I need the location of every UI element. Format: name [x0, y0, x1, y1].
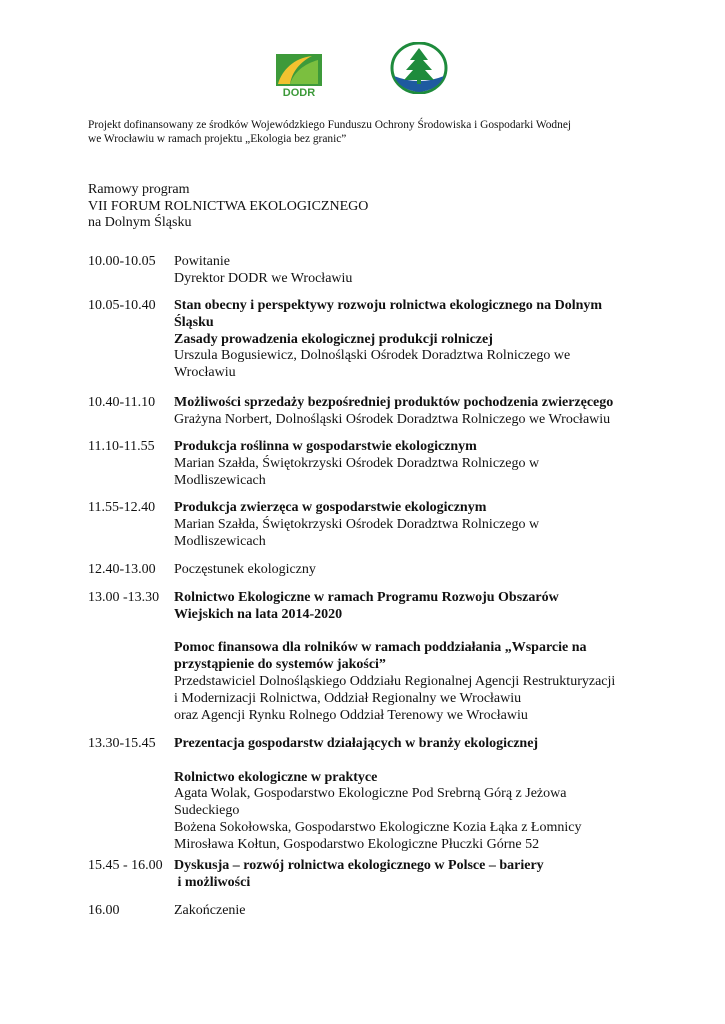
program-line: Agata Wolak, Gospodarstwo Ekologiczne Pod Srebrną Górą z Jeżowa [174, 786, 567, 802]
program-time: 16.00 [88, 903, 120, 918]
program-subtitle: Pomoc finansowa dla rolników w ramach poddziałania „Wsparcie na [174, 640, 587, 656]
program-line: Urszula Bogusiewicz, Dolnośląski Ośrodek Doradztwa Rolniczego we [174, 348, 571, 364]
program-line: Poczęstunek ekologiczny [174, 562, 316, 577]
dodr-logo-text: DODR [282, 87, 316, 99]
program-line: Wrocławiu [174, 365, 236, 381]
program-line: Zakończenie [174, 903, 246, 918]
program-time: 11.10-11.55 [88, 439, 155, 454]
program-title: Stan obecny i perspektywy rozwoju rolnictwa ekologicznego na Dolnym [174, 298, 603, 313]
program-line: Dyrektor DODR we Wrocławiu [174, 270, 353, 286]
program-line: Modliszewicach [174, 533, 266, 549]
program-time: 13.30-15.45 [88, 736, 156, 751]
program-line: Przedstawiciel Dolnośląskiego Oddziału Regionalnej Agencji Restrukturyzacji [174, 673, 616, 689]
program-heading [88, 182, 368, 232]
program-title: Produkcja roślinna w gospodarstwie ekologicznym [174, 439, 477, 454]
program-title: Produkcja zwierzęca w gospodarstwie ekologicznym [174, 500, 487, 515]
program-line: Mirosława Kołtun, Gospodarstwo Ekologiczne Płuczki Górne 52 [174, 836, 540, 852]
program-title: Rolnictwo Ekologiczne w ramach Programu Rozwoju Obszarów [174, 590, 559, 605]
program-line: Grażyna Norbert, Dolnośląski Ośrodek Doradztwa Rolniczego we Wrocławiu [174, 411, 611, 427]
program-line: Marian Szałda, Świętokrzyski Ośrodek Doradztwa Rolniczego w [174, 516, 540, 532]
heading-line1: Ramowy program [88, 182, 190, 197]
heading-line3: na Dolnym Śląsku [88, 215, 192, 230]
heading-line2: VII FORUM ROLNICTWA EKOLOGICZNEGO [88, 198, 369, 214]
program-line: i Modernizacji Rolnictwa, Oddział Regionalny we Wrocławiu [174, 690, 522, 706]
program-subtitle: przystąpienie do systemów jakości” [174, 657, 386, 673]
program-line: oraz Agencji Rynku Rolnego Oddział Terenowy we Wrocławiu [174, 707, 528, 723]
program-title: Prezentacja gospodarstw działających w branży ekologicznej [174, 736, 539, 751]
program-time: 13.00 -13.30 [88, 590, 160, 605]
program-time: 12.40-13.00 [88, 562, 156, 577]
funding-note-line2: we Wrocławiu w ramach projektu „Ekologia bez granic” [88, 133, 347, 145]
program-line: Bożena Sokołowska, Gospodarstwo Ekologiczne Kozia Łąka z Łomnicy [174, 819, 582, 835]
program-time: 15.45 - 16.00 [88, 858, 163, 873]
program-line: Marian Szałda, Świętokrzyski Ośrodek Doradztwa Rolniczego w [174, 455, 540, 471]
program-title: Dyskusja – rozwój rolnictwa ekologicznego w Polsce – bariery [174, 858, 544, 873]
program-subtitle: Rolnictwo ekologiczne w praktyce [174, 769, 378, 785]
dodr-logo [272, 50, 326, 100]
program-title: i możliwości [174, 874, 251, 890]
program-title: Wiejskich na lata 2014-2020 [174, 606, 343, 622]
funding-note-line1: Projekt dofinansowany ze środków Wojewódzkiego Funduszu Ochrony Środowiska i Gospodarki Wodnej [88, 119, 572, 131]
program-time: 10.40-11.10 [88, 395, 156, 410]
program-line: Sudeckiego [174, 803, 240, 819]
program-line: Powitanie [174, 254, 230, 269]
program-line: Modliszewicach [174, 472, 266, 488]
program-title: Zasady prowadzenia ekologicznej produkcji rolniczej [174, 331, 493, 347]
program-time: 10.05-10.40 [88, 298, 156, 313]
program-time: 11.55-12.40 [88, 500, 156, 515]
program-title: Możliwości sprzedaży bezpośredniej produktów pochodzenia zwierzęcego [174, 395, 614, 410]
funding-note [88, 118, 648, 146]
program-time: 10.00-10.05 [88, 254, 156, 269]
program-title: Śląsku [174, 314, 214, 330]
wfosigw-tree-logo [390, 42, 448, 94]
